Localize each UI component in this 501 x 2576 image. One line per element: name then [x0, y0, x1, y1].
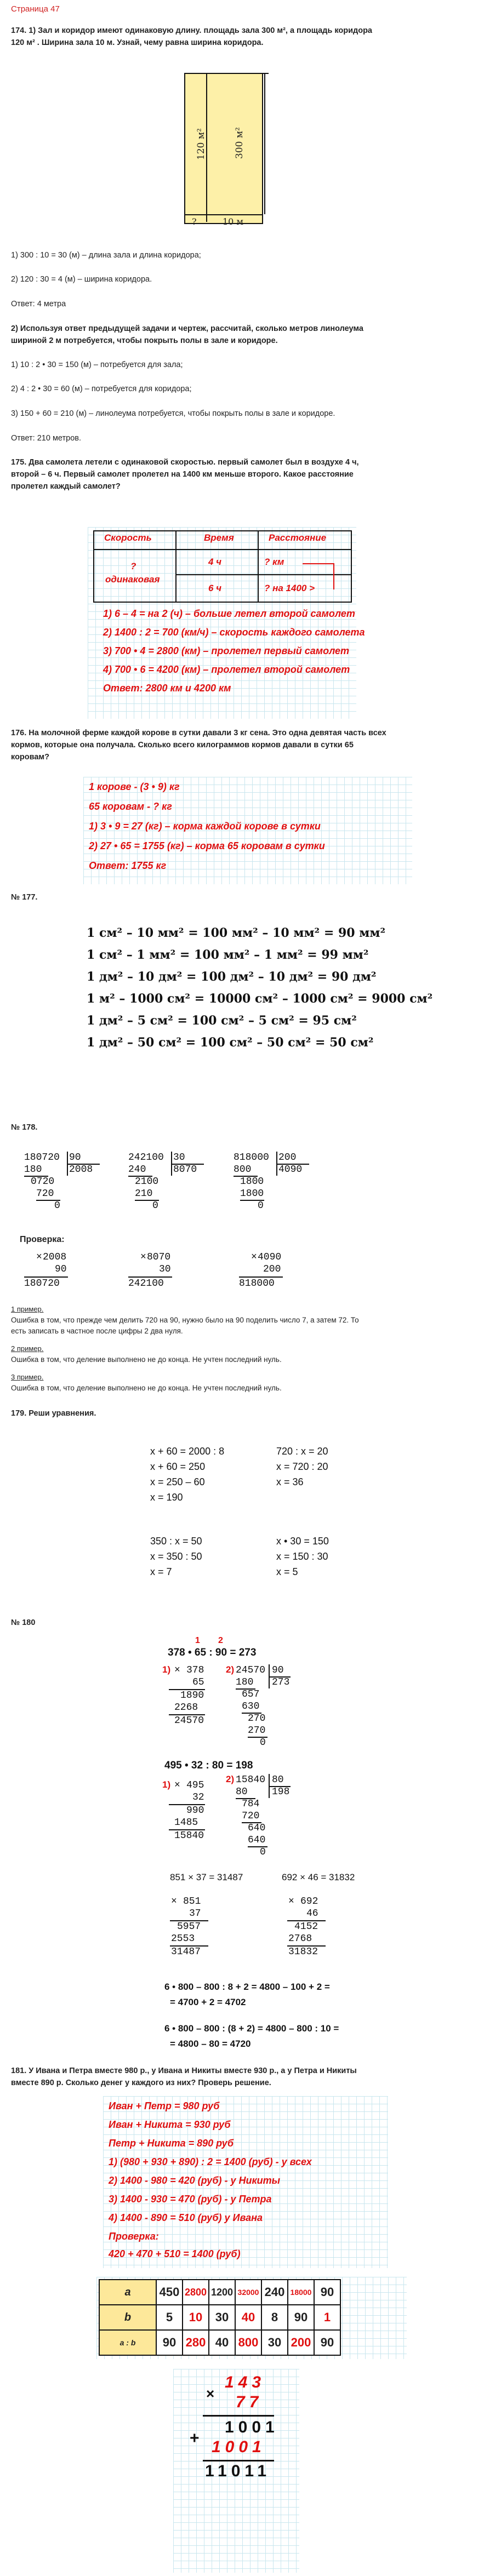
solution-175-line-3: 3) 700 • 4 = 2800 (км) – пролетел первый самолет — [103, 645, 350, 656]
task-181-text: 181. У Ивана и Петра вместе 980 р., у Ивана и Никиты вместе 930 р., а у Петра и Никиты — [11, 2066, 357, 2075]
answer-175: Ответ: 2800 км и 4200 км — [103, 683, 231, 694]
eq-177-6: 1 дм² – 50 см² = 100 см² – 50 см² = 50 см² — [87, 1035, 374, 1050]
table-cell: 40 — [235, 2305, 261, 2330]
task-177-title: № 177. — [11, 893, 38, 902]
mult-180-2: 1) × 495 32 990 1485 15840 — [162, 1779, 204, 1841]
solution-176-line-2: 65 коровам - ? кг — [89, 801, 172, 812]
expr-180-2-result: = 4800 – 80 = 4720 — [170, 2039, 251, 2049]
solution-181-line-4: 1) (980 + 930 + 890) : 2 = 1400 (руб) - у всех — [109, 2156, 312, 2167]
solution-176-line-1: 1 корове - (3 • 9) кг — [89, 781, 180, 792]
ratio-table — [99, 2279, 341, 2356]
table-row-header: a : b — [99, 2330, 156, 2355]
check-181-label: Проверка: — [109, 2231, 159, 2242]
div-180-2: 2) 15840 80 198 80 784 720 640 640 0 — [226, 1774, 290, 1858]
task-176-text: 176. На молочной ферме каждой корове в сутки давали 3 кг сена. Это одна девятая часть всех — [11, 729, 386, 737]
example-2-comment: Ошибка в том, что деление выполнено не до конца. Не учтен последний нуль. — [11, 1355, 282, 1364]
division-178-2: 242100 30 8070 240 2100 210 0 — [128, 1152, 227, 1234]
solution-175-line-2: 2) 1400 : 2 = 700 (км/ч) – скорость каждого самолета — [103, 627, 365, 638]
eq-179-d3: x = 5 — [276, 1566, 298, 1577]
task-174-text: 174. 1) Зал и коридор имеют одинаковую длину. площадь зала 300 м², а площадь коридора — [11, 26, 372, 35]
table-cell: 90 — [288, 2305, 314, 2330]
table-row-header: b — [99, 2305, 156, 2330]
eq-177-5: 1 дм² – 5 см² = 100 см² – 5 см² = 95 см² — [87, 1014, 357, 1028]
solution-175-line-1: 1) 6 – 4 = на 2 (ч) – больше летел второй самолет — [103, 608, 355, 619]
example-3-comment: Ошибка в том, что деление выполнено не до конца. Не учтен последний нуль. — [11, 1384, 282, 1392]
col-distance-header: Расстояние — [269, 533, 327, 543]
task-181-text-2: вместе 890 р. Сколько денег у каждого из них? Проверь решение. — [11, 2079, 271, 2087]
table-row — [99, 2305, 340, 2330]
solution-174-line-2: 2) 120 : 30 = 4 (м) – ширина коридора. — [11, 275, 152, 284]
col-speed-header: Скорость — [104, 533, 152, 543]
solution-175-line-4: 4) 700 • 6 = 4200 (км) – пролетел второй самолет — [103, 664, 350, 675]
page-header-link[interactable]: Страница 47 — [11, 4, 60, 14]
binary-factor-1: 143 — [225, 2373, 266, 2391]
task-176-board — [83, 777, 412, 884]
eq-177-1: 1 см² – 10 мм² = 100 мм² – 10 мм² = 90 мм² — [87, 926, 386, 940]
solution-174-2-line-2: 2) 4 : 2 • 30 = 60 (м) – потребуется для коридора; — [11, 385, 192, 393]
table-cell: 40 — [209, 2330, 235, 2355]
eq-180-3: 851 × 37 = 31487 — [170, 1872, 243, 1882]
table-cell: 10 — [183, 2305, 209, 2330]
expr-180-1-result: = 4700 + 2 = 4702 — [170, 1997, 246, 2007]
binary-partial-2: 1001 — [212, 2438, 266, 2456]
time-2: 6 ч — [208, 583, 222, 593]
example-2-label: 2 пример. — [11, 1344, 44, 1353]
solution-181-line-1: Иван + Петр = 980 руб — [109, 2100, 220, 2111]
div-180-1: 2) 24570 90 273 180 657 630 270 270 0 — [226, 1664, 290, 1748]
speed-same-label: одинаковая — [105, 574, 160, 585]
answer-174-2: Ответ: 210 метров. — [11, 434, 82, 443]
table-cell: 450 — [156, 2280, 183, 2305]
check-181-expr: 420 + 470 + 510 = 1400 (руб) — [109, 2248, 241, 2259]
eq-179-c2: x = 350 : 50 — [150, 1551, 202, 1562]
table-cell: 280 — [183, 2330, 209, 2355]
task-175-board — [88, 527, 365, 719]
task-180-title: № 180 — [11, 1618, 36, 1627]
table-cell: 90 — [314, 2280, 340, 2305]
mult-check-2: × 8070 30 242100 — [128, 1251, 189, 1295]
task-176-text-2: кормов, которые она получала. Сколько всего килограммов кормов давали в сутки 65 — [11, 741, 354, 749]
solution-181-line-3: Петр + Никита = 890 руб — [109, 2138, 234, 2149]
solution-174-2-line-3: 3) 150 + 60 = 210 (м) – линолеума потребуется, чтобы покрыть полы в зале и коридоре. — [11, 409, 335, 418]
solution-181-line-7: 4) 1400 - 890 = 510 (руб) у Ивана — [109, 2212, 263, 2223]
table-cell: 1 — [314, 2305, 340, 2330]
eq-179-d1: x • 30 = 150 — [276, 1536, 329, 1547]
task-174-text-2: 120 м² . Ширина зала 10 м. Узнай, чему равна ширина коридора. — [11, 38, 264, 47]
table-cell: 18000 — [288, 2280, 314, 2305]
example-1-label: 1 пример. — [11, 1305, 44, 1313]
mult-180-1: 1) × 378 65 1890 2268 24570 — [162, 1664, 204, 1726]
table-cell: 32000 — [235, 2280, 261, 2305]
task-178-title: № 178. — [11, 1123, 38, 1132]
task-174-2-text: 2) Используя ответ предыдущей задачи и чертеж, рассчитай, сколько метров линолеума — [11, 324, 363, 333]
expr-180-2: 6 • 800 – 800 : (8 + 2) = 4800 – 800 : 10 = — [164, 2023, 339, 2034]
hall-corridor-figure — [184, 73, 278, 237]
eq-179-d2: x = 150 : 30 — [276, 1551, 328, 1562]
eq-179-b1: 720 : x = 20 — [276, 1446, 328, 1457]
eq-180-2: 495 • 32 : 80 = 198 — [164, 1760, 253, 1771]
table-cell: 240 — [261, 2280, 288, 2305]
task-175-text-3: пролетел каждый самолет? — [11, 482, 121, 491]
eq-180-1: 378 • 65 : 90 = 273 — [168, 1647, 257, 1658]
mult-180-3: × 851 37 5957 2553 31487 — [164, 1896, 225, 1967]
eq-179-a3: x = 250 – 60 — [150, 1476, 205, 1487]
check-label: Проверка: — [20, 1235, 65, 1244]
mult-check-3: × 4090 200 818000 — [239, 1251, 299, 1295]
example-3-label: 3 пример. — [11, 1373, 44, 1381]
mult-check-1: × 2008 90 180720 — [24, 1251, 84, 1295]
table-row-header: a — [99, 2280, 156, 2305]
mult-180-4: × 692 46 4152 2768 31832 — [282, 1896, 342, 1967]
table-cell: 30 — [209, 2305, 235, 2330]
eq-180-4: 692 × 46 = 31832 — [282, 1872, 355, 1882]
distance-2: ? на 1400 > — [264, 583, 315, 593]
eq-177-2: 1 см² – 1 мм² = 100 мм² – 1 мм² = 99 мм² — [87, 948, 369, 962]
task-181-board — [103, 2096, 388, 2268]
solution-176-line-4: 2) 27 • 65 = 1755 (кг) – корма 65 коровам в сутки — [89, 840, 325, 851]
corridor-area-label: 120 м² — [195, 128, 207, 160]
eq-179-c3: x = 7 — [150, 1566, 172, 1577]
eq-177-3: 1 дм² – 10 дм² = 100 дм² – 10 дм² = 90 дм² — [87, 970, 377, 984]
table-row — [99, 2280, 340, 2305]
table-cell: 1200 — [209, 2280, 235, 2305]
example-1-comment-2: есть записать в частное после цифры 2 два нуля. — [11, 1327, 183, 1335]
table-cell: 8 — [261, 2305, 288, 2330]
solution-174-2-line-1: 1) 10 : 2 • 30 = 150 (м) – потребуется для зала; — [11, 360, 183, 369]
binary-board: × 143 77 1001 + 1001 11011 — [173, 2369, 299, 2573]
solution-176-line-3: 1) 3 • 9 = 27 (кг) – корма каждой корове в сутки — [89, 821, 321, 832]
eq-179-a4: x = 190 — [150, 1492, 183, 1503]
answer-174: Ответ: 4 метра — [11, 300, 66, 308]
eq-179-a1: x + 60 = 2000 : 8 — [150, 1446, 225, 1457]
table-cell: 800 — [235, 2330, 261, 2355]
task-175-text: 175. Два самолета летели с одинаковой скоростью. первый самолет был в воздухе 4 ч, — [11, 458, 359, 467]
order-2: 2 — [218, 1636, 223, 1645]
corridor-width-label: ? — [192, 216, 197, 227]
solution-181-line-2: Иван + Никита = 930 руб — [109, 2119, 231, 2130]
binary-partial-1: 1001 — [225, 2418, 279, 2436]
hall-width-label: 10 м — [223, 216, 243, 227]
division-178-3: 818000 200 4090 800 1800 1800 0 — [234, 1152, 338, 1234]
solution-181-line-5: 2) 1400 - 980 = 420 (руб) - у Никиты — [109, 2175, 281, 2186]
task-175-text-2: второй – 6 ч. Первый самолет пролетел на 1400 км меньше второго. Какое расстояние — [11, 470, 354, 479]
eq-179-b2: x = 720 : 20 — [276, 1461, 328, 1472]
speed-unknown: ? — [130, 561, 136, 571]
example-1-comment: Ошибка в том, что прежде чем делить 720 на 90, нужно было на 90 поделить число 7, а затем 72. То — [11, 1316, 359, 1324]
col-time-header: Время — [204, 533, 234, 543]
eq-177-4: 1 м² – 1000 см² = 10000 см² – 1000 см² = 9000 см² — [87, 992, 433, 1006]
distance-1: ? км — [264, 557, 284, 567]
answer-176: Ответ: 1755 кг — [89, 860, 167, 871]
eq-179-c1: 350 : x = 50 — [150, 1536, 202, 1547]
table-cell: 30 — [261, 2330, 288, 2355]
table-cell: 90 — [156, 2330, 183, 2355]
task-174-2-text-2: шириной 2 м потребуется, чтобы покрыть полы в зале и коридоре. — [11, 336, 278, 345]
table-row — [99, 2330, 340, 2355]
binary-product: 11011 — [205, 2462, 271, 2480]
expr-180-1: 6 • 800 – 800 : 8 + 2 = 4800 – 100 + 2 = — [164, 1982, 330, 1992]
hall-area-label: 300 м² — [234, 127, 245, 159]
order-1: 1 — [195, 1636, 200, 1645]
task-179-title: 179. Реши уравнения. — [11, 1409, 96, 1418]
binary-factor-2: 77 — [236, 2393, 263, 2411]
division-178-1: 180720 90 2008 180 0720 720 0 — [24, 1152, 123, 1234]
eq-179-a2: x + 60 = 250 — [150, 1461, 206, 1472]
eq-179-b3: x = 36 — [276, 1476, 304, 1487]
table-cell: 5 — [156, 2305, 183, 2330]
solution-181-line-6: 3) 1400 - 930 = 470 (руб) - у Петра — [109, 2194, 272, 2205]
table-cell: 200 — [288, 2330, 314, 2355]
time-1: 4 ч — [208, 557, 222, 567]
solution-174-line-1: 1) 300 : 10 = 30 (м) – длина зала и длина коридора; — [11, 251, 201, 260]
table-cell: 90 — [314, 2330, 340, 2355]
table-cell: 2800 — [183, 2280, 209, 2305]
task-176-text-3: коровам? — [11, 753, 50, 762]
